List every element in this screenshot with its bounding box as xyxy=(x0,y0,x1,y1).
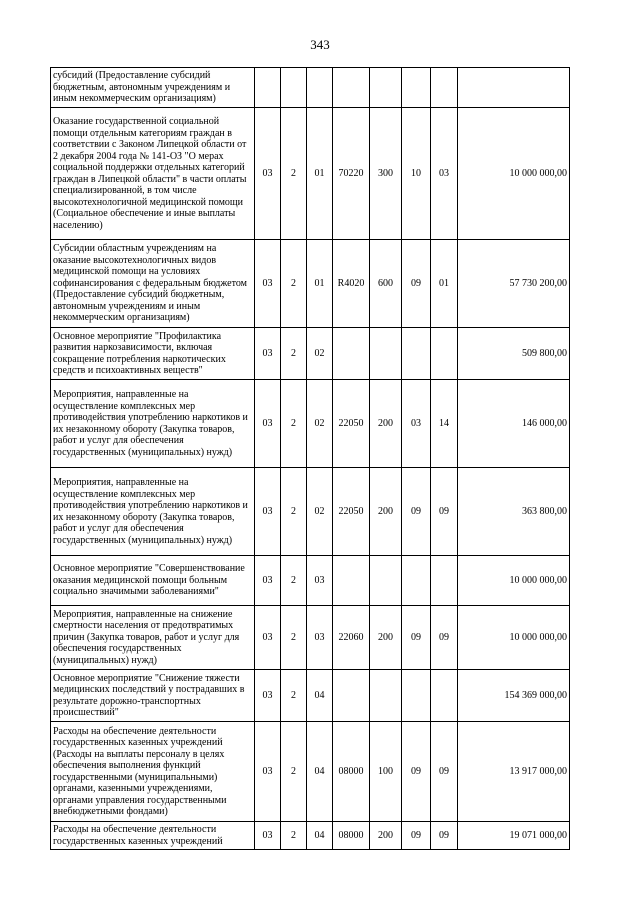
subprogram-code-cell: 2 xyxy=(281,108,307,240)
direction-code-cell: R4020 xyxy=(333,240,370,328)
table-row xyxy=(51,670,570,722)
expense-type-code-cell xyxy=(370,670,402,722)
section-code-cell: 10 xyxy=(402,108,431,240)
expense-type-code-cell: 200 xyxy=(370,380,402,468)
table-row xyxy=(51,328,570,380)
program-code-cell: 03 xyxy=(255,606,281,670)
table-row xyxy=(51,108,570,240)
direction-code-cell: 22050 xyxy=(333,468,370,556)
direction-code-cell xyxy=(333,328,370,380)
page-number: 343 xyxy=(310,37,330,52)
subsection-code-cell: 09 xyxy=(431,606,458,670)
expense-type-code-cell xyxy=(370,68,402,108)
program-code-cell xyxy=(255,68,281,108)
subprogram-code-cell: 2 xyxy=(281,670,307,722)
subsection-code-cell: 14 xyxy=(431,380,458,468)
program-code-cell: 03 xyxy=(255,822,281,850)
expense-type-code-cell: 600 xyxy=(370,240,402,328)
section-code-cell: 09 xyxy=(402,240,431,328)
program-code-cell: 03 xyxy=(255,722,281,822)
direction-code-cell: 70220 xyxy=(333,108,370,240)
event-code-cell: 02 xyxy=(307,468,333,556)
event-code-cell: 04 xyxy=(307,722,333,822)
direction-code-cell: 22050 xyxy=(333,380,370,468)
amount-cell: 10 000 000,00 xyxy=(458,606,570,670)
section-code-cell xyxy=(402,556,431,606)
section-code-cell: 09 xyxy=(402,468,431,556)
row-description-cell: Основное мероприятие "Совершенствование оказания медицинской помощи больным социально значимыми заболеваниями" xyxy=(51,556,255,606)
event-code-cell: 02 xyxy=(307,380,333,468)
event-code-cell xyxy=(307,68,333,108)
amount-cell: 19 071 000,00 xyxy=(458,822,570,850)
program-code-cell: 03 xyxy=(255,240,281,328)
subprogram-code-cell xyxy=(281,68,307,108)
amount-cell: 363 800,00 xyxy=(458,468,570,556)
section-code-cell: 03 xyxy=(402,380,431,468)
program-code-cell: 03 xyxy=(255,108,281,240)
event-code-cell: 04 xyxy=(307,822,333,850)
table-row xyxy=(51,822,570,850)
subprogram-code-cell: 2 xyxy=(281,556,307,606)
amount-cell: 13 917 000,00 xyxy=(458,722,570,822)
table-row xyxy=(51,468,570,556)
section-code-cell: 09 xyxy=(402,822,431,850)
subsection-code-cell: 09 xyxy=(431,468,458,556)
program-code-cell: 03 xyxy=(255,468,281,556)
section-code-cell xyxy=(402,328,431,380)
expense-type-code-cell: 300 xyxy=(370,108,402,240)
section-code-cell: 09 xyxy=(402,722,431,822)
subsection-code-cell xyxy=(431,670,458,722)
subsection-code-cell xyxy=(431,556,458,606)
amount-cell: 57 730 200,00 xyxy=(458,240,570,328)
amount-cell xyxy=(458,68,570,108)
program-code-cell: 03 xyxy=(255,380,281,468)
subsection-code-cell: 09 xyxy=(431,822,458,850)
table-row xyxy=(51,240,570,328)
table-row xyxy=(51,606,570,670)
event-code-cell: 02 xyxy=(307,328,333,380)
direction-code-cell: 22060 xyxy=(333,606,370,670)
amount-cell: 146 000,00 xyxy=(458,380,570,468)
direction-code-cell xyxy=(333,670,370,722)
table-row xyxy=(51,722,570,822)
program-code-cell: 03 xyxy=(255,670,281,722)
direction-code-cell xyxy=(333,556,370,606)
row-description-cell: субсидий (Предоставление субсидий бюджетным, автономным учреждениям и иным некоммерческим организациям) xyxy=(51,68,255,108)
subprogram-code-cell: 2 xyxy=(281,380,307,468)
direction-code-cell: 08000 xyxy=(333,722,370,822)
subprogram-code-cell: 2 xyxy=(281,328,307,380)
expense-type-code-cell: 200 xyxy=(370,468,402,556)
amount-cell: 10 000 000,00 xyxy=(458,556,570,606)
budget-table xyxy=(50,67,570,850)
subsection-code-cell: 03 xyxy=(431,108,458,240)
subprogram-code-cell: 2 xyxy=(281,468,307,556)
row-description-cell: Расходы на обеспечение деятельности государственных казенных учреждений xyxy=(51,822,255,850)
row-description-cell: Оказание государственной социальной помощи отдельным категориям граждан в соответствии с Законом Липецкой области от 2 декабря 2004 года № 141-ОЗ "О мерах социальной поддержки отдельных категорий граждан в Липецкой области" в части оплаты специализированной, в том числе высокотехнологичной медицинской помощи (Социальное обеспечение и иные выплаты населению) xyxy=(51,108,255,240)
subprogram-code-cell: 2 xyxy=(281,822,307,850)
row-description-cell: Мероприятия, направленные на осуществление комплексных мер противодействия употреблению наркотиков и их незаконному обороту (Закупка товаров, работ и услуг для обеспечения государственных (муниципальных) нужд) xyxy=(51,380,255,468)
section-code-cell xyxy=(402,670,431,722)
amount-cell: 509 800,00 xyxy=(458,328,570,380)
event-code-cell: 03 xyxy=(307,606,333,670)
expense-type-code-cell: 200 xyxy=(370,606,402,670)
section-code-cell: 09 xyxy=(402,606,431,670)
row-description-cell: Мероприятия, направленные на снижение смертности населения от предотвратимых причин (Закупка товаров, работ и услуг для обеспечения государственных (муниципальных) нужд) xyxy=(51,606,255,670)
event-code-cell: 01 xyxy=(307,108,333,240)
subsection-code-cell: 01 xyxy=(431,240,458,328)
direction-code-cell: 08000 xyxy=(333,822,370,850)
expense-type-code-cell xyxy=(370,328,402,380)
subprogram-code-cell: 2 xyxy=(281,722,307,822)
subprogram-code-cell: 2 xyxy=(281,240,307,328)
direction-code-cell xyxy=(333,68,370,108)
expense-type-code-cell: 200 xyxy=(370,822,402,850)
expense-type-code-cell: 100 xyxy=(370,722,402,822)
program-code-cell: 03 xyxy=(255,556,281,606)
table-row xyxy=(51,68,570,108)
program-code-cell: 03 xyxy=(255,328,281,380)
table-row xyxy=(51,556,570,606)
event-code-cell: 03 xyxy=(307,556,333,606)
amount-cell: 10 000 000,00 xyxy=(458,108,570,240)
section-code-cell xyxy=(402,68,431,108)
row-description-cell: Расходы на обеспечение деятельности государственных казенных учреждений (Расходы на выплаты персоналу в целях обеспечения выполнения функций государственными (муниципальными) органами, казенными учреждениями, органами управления государственными внебюджетными фондами) xyxy=(51,722,255,822)
subsection-code-cell: 09 xyxy=(431,722,458,822)
subsection-code-cell xyxy=(431,68,458,108)
row-description-cell: Субсидии областным учреждениям на оказание высокотехнологичных видов медицинской помощи на условиях софинансирования с федеральным бюджетом (Предоставление субсидий бюджетным, автономным учреждениям и иным некоммерческим организациям) xyxy=(51,240,255,328)
row-description-cell: Мероприятия, направленные на осуществление комплексных мер противодействия употреблению наркотиков и их незаконному обороту (Закупка товаров, работ и услуг для обеспечения государственных (муниципальных) нужд) xyxy=(51,468,255,556)
row-description-cell: Основное мероприятие "Профилактика развития наркозависимости, включая сокращение потребления наркотических средств и психоактивных веществ" xyxy=(51,328,255,380)
subsection-code-cell xyxy=(431,328,458,380)
table-row xyxy=(51,380,570,468)
amount-cell: 154 369 000,00 xyxy=(458,670,570,722)
event-code-cell: 01 xyxy=(307,240,333,328)
row-description-cell: Основное мероприятие "Снижение тяжести медицинских последствий у пострадавших в результате дорожно-транспортных происшествий" xyxy=(51,670,255,722)
event-code-cell: 04 xyxy=(307,670,333,722)
expense-type-code-cell xyxy=(370,556,402,606)
subprogram-code-cell: 2 xyxy=(281,606,307,670)
